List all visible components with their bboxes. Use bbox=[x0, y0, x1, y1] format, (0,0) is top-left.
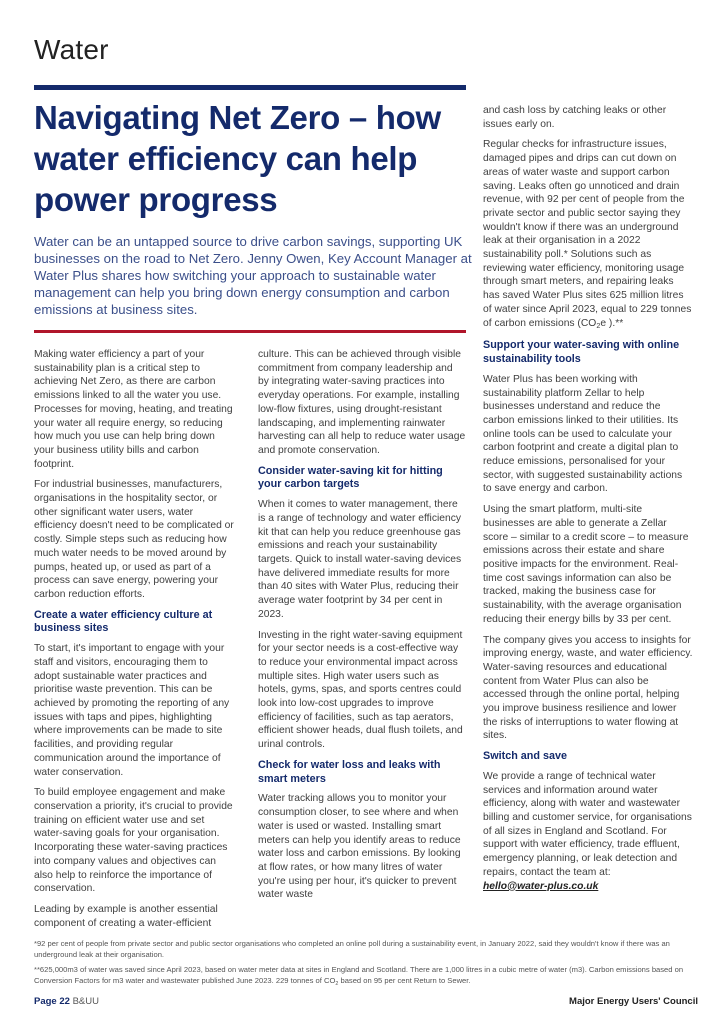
article-standfirst: Water can be an untapped source to drive carbon savings, supporting UK businesses on the road to Net Zero. Jenny Owen, Key Account Manager at Water Plus shares how switching your approach to sustainable water management can help you bring down energy consumption and carbon emissions at business sites. bbox=[34, 234, 472, 317]
body-text: Regular checks for infrastructure issues, damaged pipes and drips can cut down on areas of water waste and support carbon saving. Leaks often go unnoticed and drain revenue, with 92 per cent of people from the private sector and public sector saying they wouldn't know if there was an underground leak at their organisation in a 2022 sustainability poll.* Solutions such as reviewing water efficiency, monitoring usage through smart meters, and repairing leaks has saved Water Plus sites 625 million litres of water since April 2023, equal to 229 tonnes of carbon emissions (CO bbox=[483, 139, 692, 329]
body-paragraph: Making water efficiency a part of your sustainability plan is a critical step to achieving Net Zero, as there are carbon emissions linked to all the water you use. Processes for moving, heating, and treating your water all require energy, so reducing how much you use can help bring down your business utility bills and carbon footprint. bbox=[34, 349, 233, 470]
top-rule-divider bbox=[34, 85, 466, 90]
red-rule-divider bbox=[34, 330, 466, 333]
section-label: Water bbox=[34, 34, 109, 65]
page-footer-left bbox=[34, 996, 99, 1007]
body-paragraph: When it comes to water management, there is a range of technology and water efficiency kit that can help you reduce greenhouse gas emissions and reach your sustainability targets. Quick to install water-saving devices have delivered immediate results for more than 40 sites with Water Plus, reducing their average water footprint by 34 per cent in 2023. bbox=[258, 499, 462, 620]
body-paragraph: For industrial businesses, manufacturers, organisations in the hospitality sector, or other significant water users, water efficiency doesn't need to be complicated or costly. Simple steps such as reducing how much water needs to be moved around by pumps, heated up, or used as part of a process can save energy, powering your carbon reduction efforts. bbox=[34, 479, 234, 600]
body-paragraph: Leading by example is another essential component of creating a water-efficient bbox=[34, 903, 218, 929]
subscript-2: 2 bbox=[596, 320, 601, 330]
body-paragraph: To build employee engagement and make conservation a priority, it's crucial to provide training on efficient water use and set water-saving goals for your organisation. Incorporating these water-saving practices into company values and objectives can also help to reinforce the importance of conservation. bbox=[34, 787, 233, 895]
article-column-3 bbox=[483, 104, 693, 893]
body-paragraph: culture. This can be achieved through visible commitment from company leadership and by integrating water-saving practices into everyday operations. For example, installing low-flow fixtures, using drought-resistant landscaping, and implementing rainwater harvesting can all help to reduce water usage and promote conservation. bbox=[258, 349, 466, 456]
article-column-2 bbox=[258, 348, 466, 909]
body-paragraph: Investing in the right water-saving equipment for your sector needs is a cost-effective way to reduce your environmental impact across multiple sites. High water users such as hotels, gyms, spas, and sports centres could look into low-cost upgrades to improve efficiency of facilities, such as tap aerators, efficient shower heads, dual flush toilets, and urinal controls. bbox=[258, 629, 463, 751]
body-text: e ).** bbox=[600, 317, 624, 329]
page-number: Page 22 bbox=[34, 996, 70, 1007]
subheading-smart-meters: Check for water loss and leaks with smart meters bbox=[258, 758, 441, 785]
subheading-sustainability-tools: Support your water-saving with online sustainability tools bbox=[483, 339, 680, 366]
subheading-water-saving-kit: Consider water-saving kit for hitting your carbon targets bbox=[258, 464, 443, 491]
subheading-water-culture: Create a water efficiency culture at business sites bbox=[34, 608, 213, 635]
subscript-2: 2 bbox=[335, 981, 339, 987]
body-paragraph: and cash loss by catching leaks or other issues early on. bbox=[483, 105, 667, 130]
footnote-text: based on 95 per cent Return to Sewer. bbox=[338, 976, 471, 985]
article-column-1 bbox=[34, 348, 234, 937]
article-headline: Navigating Net Zero – how water efficiency can help power progress bbox=[34, 99, 441, 218]
body-paragraph: Water tracking allows you to monitor your consumption closer, to see where and when water is used or wasted. Installing smart meters can help you identify areas to reduce water loss and carbon emissions. By looking at flow rates, or how many litres of water you're using per hour, it's quicker to prevent water waste bbox=[258, 793, 461, 901]
body-paragraph: We provide a range of technical water services and information around water efficiency, along with water and wastewater billing and customer service, for organisations of all sizes in England and Scotland. For support with water efficiency, trade effluent, emergency planning, or leak detection and repairs, contact the team at: bbox=[483, 770, 692, 878]
body-paragraph bbox=[483, 138, 693, 332]
publication-name: B&UU bbox=[72, 996, 99, 1007]
body-paragraph: The company gives you access to insights for improving energy, waste, and water efficiency. Water-saving resources and educational content from Water Plus can also be accessed through the online portal, helping you improve business resilience and lower the risks of interruptions to water flowing at sites. bbox=[483, 634, 693, 742]
footnote-1: *92 per cent of people from private sector and public sector organisations who completed an online poll during a sustainability event, in January 2022, said they wouldn't know if there was an underground leak at their organisation. bbox=[34, 939, 670, 959]
subheading-switch-and-save: Switch and save bbox=[483, 750, 568, 763]
body-paragraph: To start, it's important to engage with your staff and visitors, encouraging them to adopt sustainable water practices and prioritise waste prevention. This can be achieved by promoting the reporting of any issues with taps and pipes, highlighting where improvements can be made to site facilities, and providing regular communication around the importance of water conservation. bbox=[34, 643, 230, 778]
organisation-name: Major Energy Users' Council bbox=[569, 996, 698, 1007]
footnote-2 bbox=[34, 964, 694, 990]
body-paragraph: Using the smart platform, multi-site businesses are able to generate a Zellar score – similar to a credit score – to measure emissions across their estate and share positive impacts for the environment. Real-time cost savings information can also be tracked, making the business case for sustainability, with the average organisation reducing their energy bills by 33 per cent. bbox=[483, 504, 689, 625]
body-paragraph: Water Plus has been working with sustainability platform Zellar to help businesses understand and reduce the carbon emissions linked to their utilities. Its online tools can be used to calculate your carbon footprint and create a digital plan to reduce emissions, personalised for your sector, with suggested sustainability actions to save energy and carbon. bbox=[483, 373, 683, 495]
footnotes bbox=[34, 938, 694, 994]
footnote-text: **625,000m3 of water was saved since April 2023, based on water meter data at sites in England and Scotland. There are 1,000 litres in a cubic metre of water (m3). Carbon emissions based on Conversion Factors for m3 water and wastewater published June 2023. 229 tonnes of CO bbox=[34, 965, 684, 985]
contact-email-link[interactable]: hello@water-plus.co.uk bbox=[483, 880, 599, 892]
